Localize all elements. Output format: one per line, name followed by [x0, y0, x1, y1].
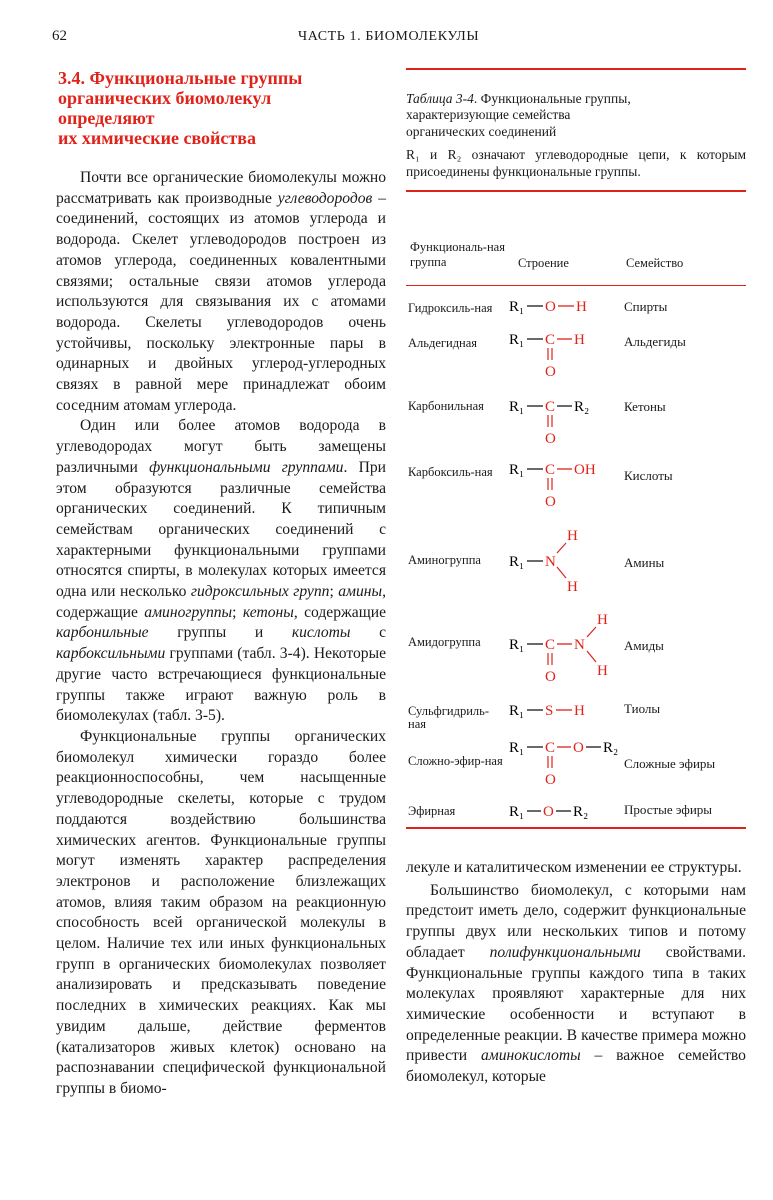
atom-label: R₁ — [509, 804, 525, 820]
running-head: ЧАСТЬ 1. БИОМОЛЕКУЛЫ — [298, 29, 480, 44]
atom-label: N — [574, 637, 585, 653]
row-name: Альдегидная — [408, 336, 478, 350]
formula-amino — [509, 528, 578, 595]
atom-label: N — [545, 554, 556, 570]
section-title-line: их химические свойства — [58, 128, 256, 148]
paragraph: лекуле и каталитическом изменении ее структуры. — [406, 859, 742, 876]
atom-label: R₁ — [509, 703, 525, 719]
paragraph — [406, 881, 746, 1088]
text-run: группами (табл. 3-4). Некоторые другие часто встречающиеся функциональные группы также играют важную роль в биомолекулах (табл. 3-5). — [56, 645, 386, 725]
term: углеводородов — [277, 189, 373, 207]
atom-label: H — [597, 612, 608, 628]
row-name: Аминогруппа — [408, 553, 481, 567]
row-family: Простые эфиры — [624, 802, 713, 817]
atom-label: O — [545, 364, 556, 380]
paragraph: Функциональные группы органических биомолекул химически гораздо более реакционноспособны, чем насыщенные углеводородные скелеты, которые с трудом поддаются воздействию большинства химических агентов. Функциональные группы могут изменять характер распределения электронов и расположение близлежащих атомов, влияя таким образом на реакционную способность всей органической молекулы в целом. Наличие тех или иных функциональных групп в органических биомолекулах позволяет анализировать и предсказывать поведение последних в химических реакциях. Как мы увидим дальше, действие ферментов (катализаторов живых клеток) основано на распознавании специфической функциональной группы в биомо- — [56, 727, 386, 1097]
row-name: Амидогруппа — [408, 635, 481, 649]
atom-label: C — [545, 332, 556, 348]
term: аминогруппы — [144, 603, 233, 621]
atom-label: C — [545, 740, 556, 756]
atom-label: H — [574, 332, 585, 348]
term: кетоны — [242, 603, 294, 621]
page-number: 62 — [52, 28, 67, 44]
atom-label: R₁ — [509, 637, 525, 653]
text-run: Один или более атомов водорода в углеводородах могут быть замещены различными — [56, 417, 386, 476]
section-title-line: определяют — [58, 108, 155, 128]
atom-label: H — [597, 663, 608, 679]
row-family: Амины — [624, 555, 665, 570]
term: гидроксильных групп — [190, 583, 330, 601]
term: кислоты — [291, 624, 351, 642]
atom-label: R₁ — [509, 399, 525, 415]
atom-label: O — [545, 772, 556, 788]
right-column-text — [406, 858, 746, 1088]
formula-carbonyl — [509, 399, 589, 447]
row-name: Карбонильная — [408, 399, 484, 413]
formula-aldehyde — [509, 332, 585, 380]
formula-carboxyl — [509, 462, 596, 510]
atom-label: R₂ — [573, 804, 589, 820]
term: аминокислоты — [480, 1047, 581, 1065]
atom-label: R₂ — [574, 399, 590, 415]
text-run: с — [350, 624, 386, 642]
atom-label: R₁ — [509, 462, 525, 478]
row-family: Сложные эфиры — [624, 756, 716, 771]
table-label: Таблица 3-4 — [406, 90, 474, 106]
atom-label: O — [573, 740, 584, 756]
text-run: ; — [329, 583, 339, 601]
row-family: Амиды — [624, 638, 664, 653]
row-family: Спирты — [624, 299, 668, 314]
row-family: Кислоты — [624, 468, 673, 483]
atom-label: H — [576, 299, 587, 315]
atom-label: OH — [574, 462, 596, 478]
atom-label: O — [545, 494, 556, 510]
text-run: . При этом образуются различные семейства органических соединений. К типичным семействам органических соединений с характерными функциональными группами относятся спирты, в молекулах которых имеется одна или несколько — [56, 458, 387, 601]
atom-label: R₁ — [509, 554, 525, 570]
row-family: Тиолы — [624, 701, 661, 716]
row-name: Гидроксиль-ная — [408, 301, 493, 315]
atom-label: O — [545, 669, 556, 685]
section-title-line: 3.4. Функциональные группы — [58, 68, 303, 88]
row-name: Сульфгидриль-ная — [408, 704, 489, 731]
atom-label: C — [545, 637, 556, 653]
table-caption-text: . Функциональные группы, характеризующие семейства органических соединений — [406, 90, 631, 139]
term: амины — [338, 583, 383, 601]
atom-label: H — [574, 703, 585, 719]
atom-label: C — [545, 399, 556, 415]
atom-label: O — [545, 431, 556, 447]
term: карбонильные — [56, 624, 149, 642]
row-family: Альдегиды — [624, 334, 686, 349]
term: функциональными группами — [149, 458, 344, 476]
row-name: Эфирная — [408, 804, 456, 818]
atom-label: H — [567, 579, 578, 595]
atom-label: H — [567, 528, 578, 544]
atom-label: R₁ — [509, 740, 525, 756]
table-note: R₁ и R₂ означают углеводородные цепи, к которым присоединены функциональные группы. — [406, 147, 746, 179]
header-group: Функциональ-ная группа — [410, 240, 505, 269]
formula-ether — [509, 804, 588, 820]
formula-sulfhydryl — [509, 703, 585, 719]
atom-label: O — [543, 804, 554, 820]
atom-label: S — [545, 703, 554, 719]
formula-amido — [509, 612, 608, 685]
formula-hydroxyl — [509, 299, 587, 315]
atom-label: R₁ — [509, 299, 525, 315]
text-run: , содержащие — [293, 603, 386, 621]
atom-label: O — [545, 299, 556, 315]
header-family: Семейство — [626, 256, 684, 270]
text-run: свойствами. Функциональные группы каждого типа в таких молекулах проявляют характерные для них химические особенности и вступают в определенные реакции. В качестве примера можно привести — [406, 943, 746, 1065]
row-name: Сложно-эфир-ная — [408, 754, 503, 768]
term: карбоксильными — [56, 645, 166, 663]
atom-label: R₂ — [603, 740, 619, 756]
atom-label: C — [545, 462, 556, 478]
text-run: группы и — [148, 624, 292, 642]
text-run: Большинство биомолекул, с которыми нам предстоит иметь дело, содержит функциональные группы двух или нескольких типов и потому обладает — [406, 881, 746, 961]
atom-label: R₁ — [509, 332, 525, 348]
text-run: Почти все органические биомолекулы можно рассматривать как производные — [56, 169, 386, 207]
header-structure: Строение — [518, 256, 569, 270]
row-family: Кетоны — [624, 399, 666, 414]
section-title-line: органических биомолекул — [58, 88, 272, 108]
row-name: Карбоксиль-ная — [408, 465, 493, 479]
text-run: , содержащие — [56, 583, 386, 621]
formula-ester — [509, 740, 618, 788]
term: полифункциональными — [489, 943, 641, 961]
text-run: ; — [232, 603, 243, 621]
text-run: – важное семейство биомолекул, которые — [406, 1047, 746, 1086]
text-run: – соединений, состоящих из атомов углерода и водорода. Скелет углеводородов построен из атомов углерода, соединенных ковалентными связями; остальные связи атомов углерода используются для связывания их с атомами водорода. Скелеты углеводородов очень устойчивы, поскольку электронные пары в одинарных и двойных углерод-углеродных связях в равной мере принадлежат обоим соседним атомам углерода. — [56, 189, 386, 414]
